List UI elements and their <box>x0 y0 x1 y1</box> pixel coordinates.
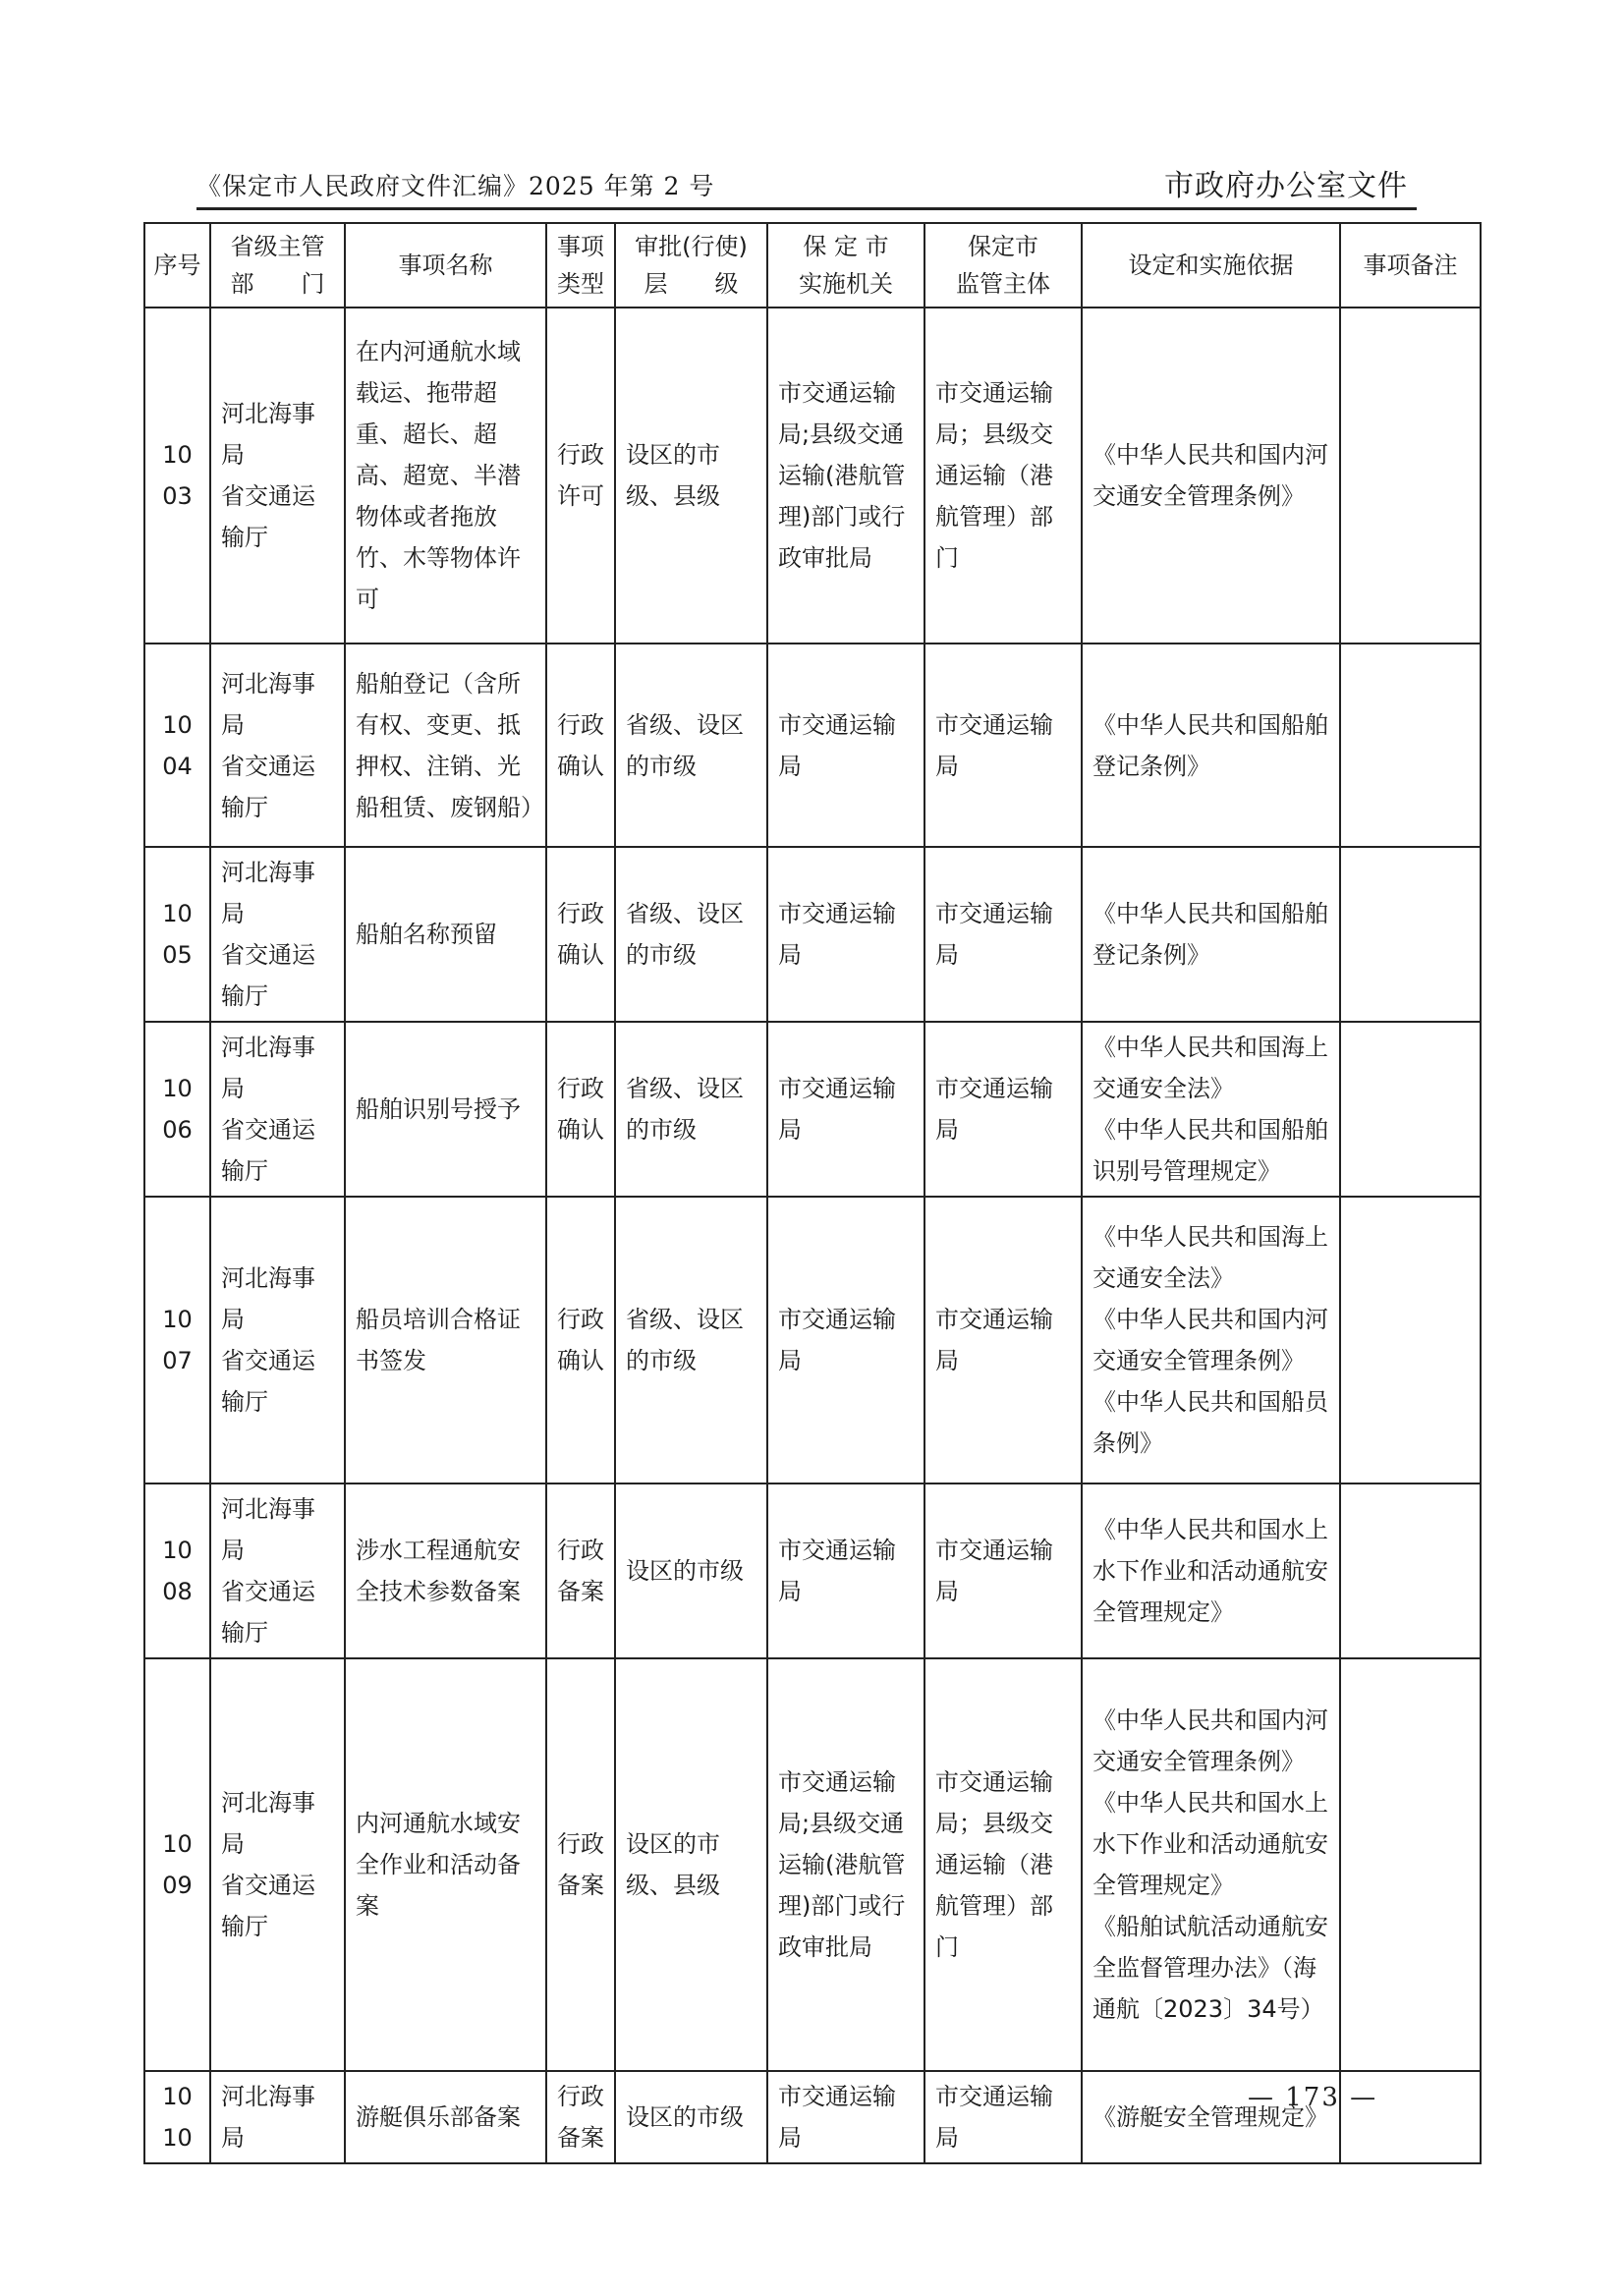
cell-note <box>1340 644 1481 847</box>
cell-implementing-agency: 市交通运输局 <box>767 1022 924 1197</box>
dept-line: 省交通运 <box>221 1872 315 1899</box>
table-header-row <box>144 223 1481 308</box>
cell-note <box>1340 1022 1481 1197</box>
dept-line: 局 <box>221 1075 245 1102</box>
cell-item-name: 在内河通航水域载运、拖带超重、超长、超高、超宽、半潜物体或者拖放竹、木等物体许可 <box>345 308 546 644</box>
table-row <box>144 1197 1481 1483</box>
basis-item: 《中华人民共和国水上水下作业和活动通航安全管理规定》 <box>1092 1516 1328 1626</box>
basis-item: 《中华人民共和国水上水下作业和活动通航安全管理规定》 <box>1092 1789 1328 1899</box>
cell-item-name: 船员培训合格证书签发 <box>345 1197 546 1483</box>
publication-title: 《保定市人民政府文件汇编》2025 年第 2 号 <box>196 172 715 200</box>
cell-no: 1006 <box>144 1022 210 1197</box>
cell-item-type: 行政确认 <box>546 644 615 847</box>
cell-basis <box>1082 644 1340 847</box>
cell-item-type: 行政确认 <box>546 1197 615 1483</box>
basis-item: 《中华人民共和国船舶登记条例》 <box>1092 710 1328 780</box>
cell-item-type: 行政备案 <box>546 1483 615 1658</box>
cell-item-name: 游艇俱乐部备案 <box>345 2071 546 2163</box>
cell-no: 1010 <box>144 2071 210 2163</box>
cell-note <box>1340 308 1481 644</box>
basis-item: 《游艇安全管理规定》 <box>1092 2103 1328 2131</box>
cell-note <box>1340 1483 1481 1658</box>
dept-line: 局 <box>221 441 245 469</box>
dept-line: 省交通运 <box>221 752 315 780</box>
cell-approval-level: 设区的市级 <box>615 1483 767 1658</box>
cell-supervisor: 市交通运输局 <box>924 1197 1082 1483</box>
cell-item-type: 行政备案 <box>546 2071 615 2163</box>
dept-line: 输厅 <box>221 793 268 821</box>
document-category: 市政府办公室文件 <box>1164 169 1408 203</box>
basis-item: 《中华人民共和国内河交通安全管理条例》 <box>1092 1707 1328 1775</box>
cell-implementing-agency: 市交通运输局 <box>767 1197 924 1483</box>
administrative-items-table <box>143 222 1482 2164</box>
cell-dept <box>210 308 345 644</box>
cell-supervisor: 市交通运输局 <box>924 644 1082 847</box>
cell-dept <box>210 1483 345 1658</box>
cell-item-type: 行政确认 <box>546 1022 615 1197</box>
basis-item: 《中华人民共和国内河交通安全管理条例》 <box>1092 441 1328 510</box>
cell-dept <box>210 1658 345 2071</box>
page-number: — 173 — <box>1248 2083 1378 2112</box>
header-rule <box>196 207 1417 210</box>
cell-item-name: 船舶登记（含所有权、变更、抵押权、注销、光船租赁、废钢船） <box>345 644 546 847</box>
cell-approval-level: 设区的市级、县级 <box>615 308 767 644</box>
col-header-dept: 省级主管 部 门 <box>210 223 345 308</box>
dept-line: 输厅 <box>221 1619 268 1647</box>
cell-note <box>1340 847 1481 1022</box>
cell-item-name: 涉水工程通航安全技术参数备案 <box>345 1483 546 1658</box>
dept-line: 局 <box>221 1537 245 1564</box>
cell-no: 1009 <box>144 1658 210 2071</box>
cell-implementing-agency: 市交通运输局;县级交通运输(港航管理)部门或行政审批局 <box>767 308 924 644</box>
cell-item-name: 船舶名称预留 <box>345 847 546 1022</box>
dept-line: 输厅 <box>221 1913 268 1940</box>
cell-note <box>1340 1197 1481 1483</box>
dept-line: 省交通运 <box>221 941 315 969</box>
cell-basis <box>1082 1658 1340 2071</box>
dept-line: 河北海事 <box>221 1034 315 1061</box>
table-row <box>144 1483 1481 1658</box>
dept-line: 局 <box>221 2124 245 2152</box>
dept-line: 输厅 <box>221 982 268 1010</box>
cell-approval-level: 省级、设区的市级 <box>615 847 767 1022</box>
dept-line: 省交通运 <box>221 1347 315 1374</box>
dept-line: 局 <box>221 710 245 739</box>
cell-dept <box>210 1197 345 1483</box>
cell-approval-level: 省级、设区的市级 <box>615 1197 767 1483</box>
cell-supervisor: 市交通运输局；县级交通运输（港航管理）部门 <box>924 1658 1082 2071</box>
dept-line: 输厅 <box>221 1157 268 1185</box>
cell-supervisor: 市交通运输局；县级交通运输（港航管理）部门 <box>924 308 1082 644</box>
dept-line: 河北海事 <box>221 1789 315 1817</box>
dept-line: 输厅 <box>221 524 268 551</box>
col-header-note: 事项备注 <box>1340 223 1481 308</box>
dept-line: 省交通运 <box>221 482 315 510</box>
cell-no: 1008 <box>144 1483 210 1658</box>
col-header-name: 事项名称 <box>345 223 546 308</box>
dept-line: 省交通运 <box>221 1116 315 1144</box>
cell-dept <box>210 644 345 847</box>
cell-supervisor: 市交通运输局 <box>924 2071 1082 2163</box>
dept-line: 输厅 <box>221 1388 268 1416</box>
dept-line: 省交通运 <box>221 1578 315 1605</box>
cell-approval-level: 省级、设区的市级 <box>615 644 767 847</box>
col-header-agency: 保 定 市 实施机关 <box>767 223 924 308</box>
cell-implementing-agency: 市交通运输局;县级交通运输(港航管理)部门或行政审批局 <box>767 1658 924 2071</box>
table-row <box>144 1022 1481 1197</box>
dept-line: 局 <box>221 1830 245 1858</box>
cell-dept <box>210 847 345 1022</box>
dept-line: 河北海事 <box>221 669 315 698</box>
cell-basis <box>1082 1483 1340 1658</box>
cell-implementing-agency: 市交通运输局 <box>767 847 924 1022</box>
cell-no: 1003 <box>144 308 210 644</box>
cell-implementing-agency: 市交通运输局 <box>767 1483 924 1658</box>
cell-dept <box>210 2071 345 2163</box>
col-header-basis: 设定和实施依据 <box>1082 223 1340 308</box>
cell-supervisor: 市交通运输局 <box>924 847 1082 1022</box>
cell-no: 1007 <box>144 1197 210 1483</box>
cell-note <box>1340 1658 1481 2071</box>
table-row <box>144 308 1481 644</box>
cell-implementing-agency: 市交通运输局 <box>767 644 924 847</box>
cell-item-name: 船舶识别号授予 <box>345 1022 546 1197</box>
cell-dept <box>210 1022 345 1197</box>
cell-approval-level: 省级、设区的市级 <box>615 1022 767 1197</box>
col-header-type: 事项 类型 <box>546 223 615 308</box>
basis-item: 《中华人民共和国船舶识别号管理规定》 <box>1092 1116 1328 1185</box>
basis-item: 《中华人民共和国船员条例》 <box>1092 1388 1328 1457</box>
table-row <box>144 1658 1481 2071</box>
dept-line: 局 <box>221 900 245 927</box>
basis-item: 《中华人民共和国海上交通安全法》 <box>1092 1034 1328 1102</box>
dept-line: 河北海事 <box>221 1495 315 1523</box>
dept-line: 河北海事 <box>221 2083 315 2110</box>
basis-item: 《中华人民共和国船舶登记条例》 <box>1092 900 1328 969</box>
cell-item-type: 行政确认 <box>546 847 615 1022</box>
col-header-supervisor: 保定市 监管主体 <box>924 223 1082 308</box>
cell-supervisor: 市交通运输局 <box>924 1022 1082 1197</box>
cell-basis <box>1082 847 1340 1022</box>
cell-no: 1005 <box>144 847 210 1022</box>
cell-basis <box>1082 1022 1340 1197</box>
cell-item-type: 行政备案 <box>546 1658 615 2071</box>
dept-line: 河北海事 <box>221 1264 315 1292</box>
table-row <box>144 847 1481 1022</box>
dept-line: 河北海事 <box>221 400 315 427</box>
basis-item: 《船舶试航活动通航安全监督管理办法》（海通航〔2023〕34号） <box>1092 1913 1328 2023</box>
cell-basis <box>1082 308 1340 644</box>
cell-basis <box>1082 1197 1340 1483</box>
cell-no: 1004 <box>144 644 210 847</box>
col-header-level: 审批(行使) 层 级 <box>615 223 767 308</box>
cell-item-type: 行政许可 <box>546 308 615 644</box>
cell-approval-level: 设区的市级 <box>615 2071 767 2163</box>
cell-item-name: 内河通航水域安全作业和活动备案 <box>345 1658 546 2071</box>
cell-implementing-agency: 市交通运输局 <box>767 2071 924 2163</box>
dept-line: 河北海事 <box>221 859 315 886</box>
table-row <box>144 644 1481 847</box>
cell-supervisor: 市交通运输局 <box>924 1483 1082 1658</box>
dept-line: 局 <box>221 1306 245 1333</box>
basis-item: 《中华人民共和国内河交通安全管理条例》 <box>1092 1306 1328 1374</box>
basis-item: 《中华人民共和国海上交通安全法》 <box>1092 1223 1328 1292</box>
col-header-no: 序号 <box>144 223 210 308</box>
cell-approval-level: 设区的市级、县级 <box>615 1658 767 2071</box>
